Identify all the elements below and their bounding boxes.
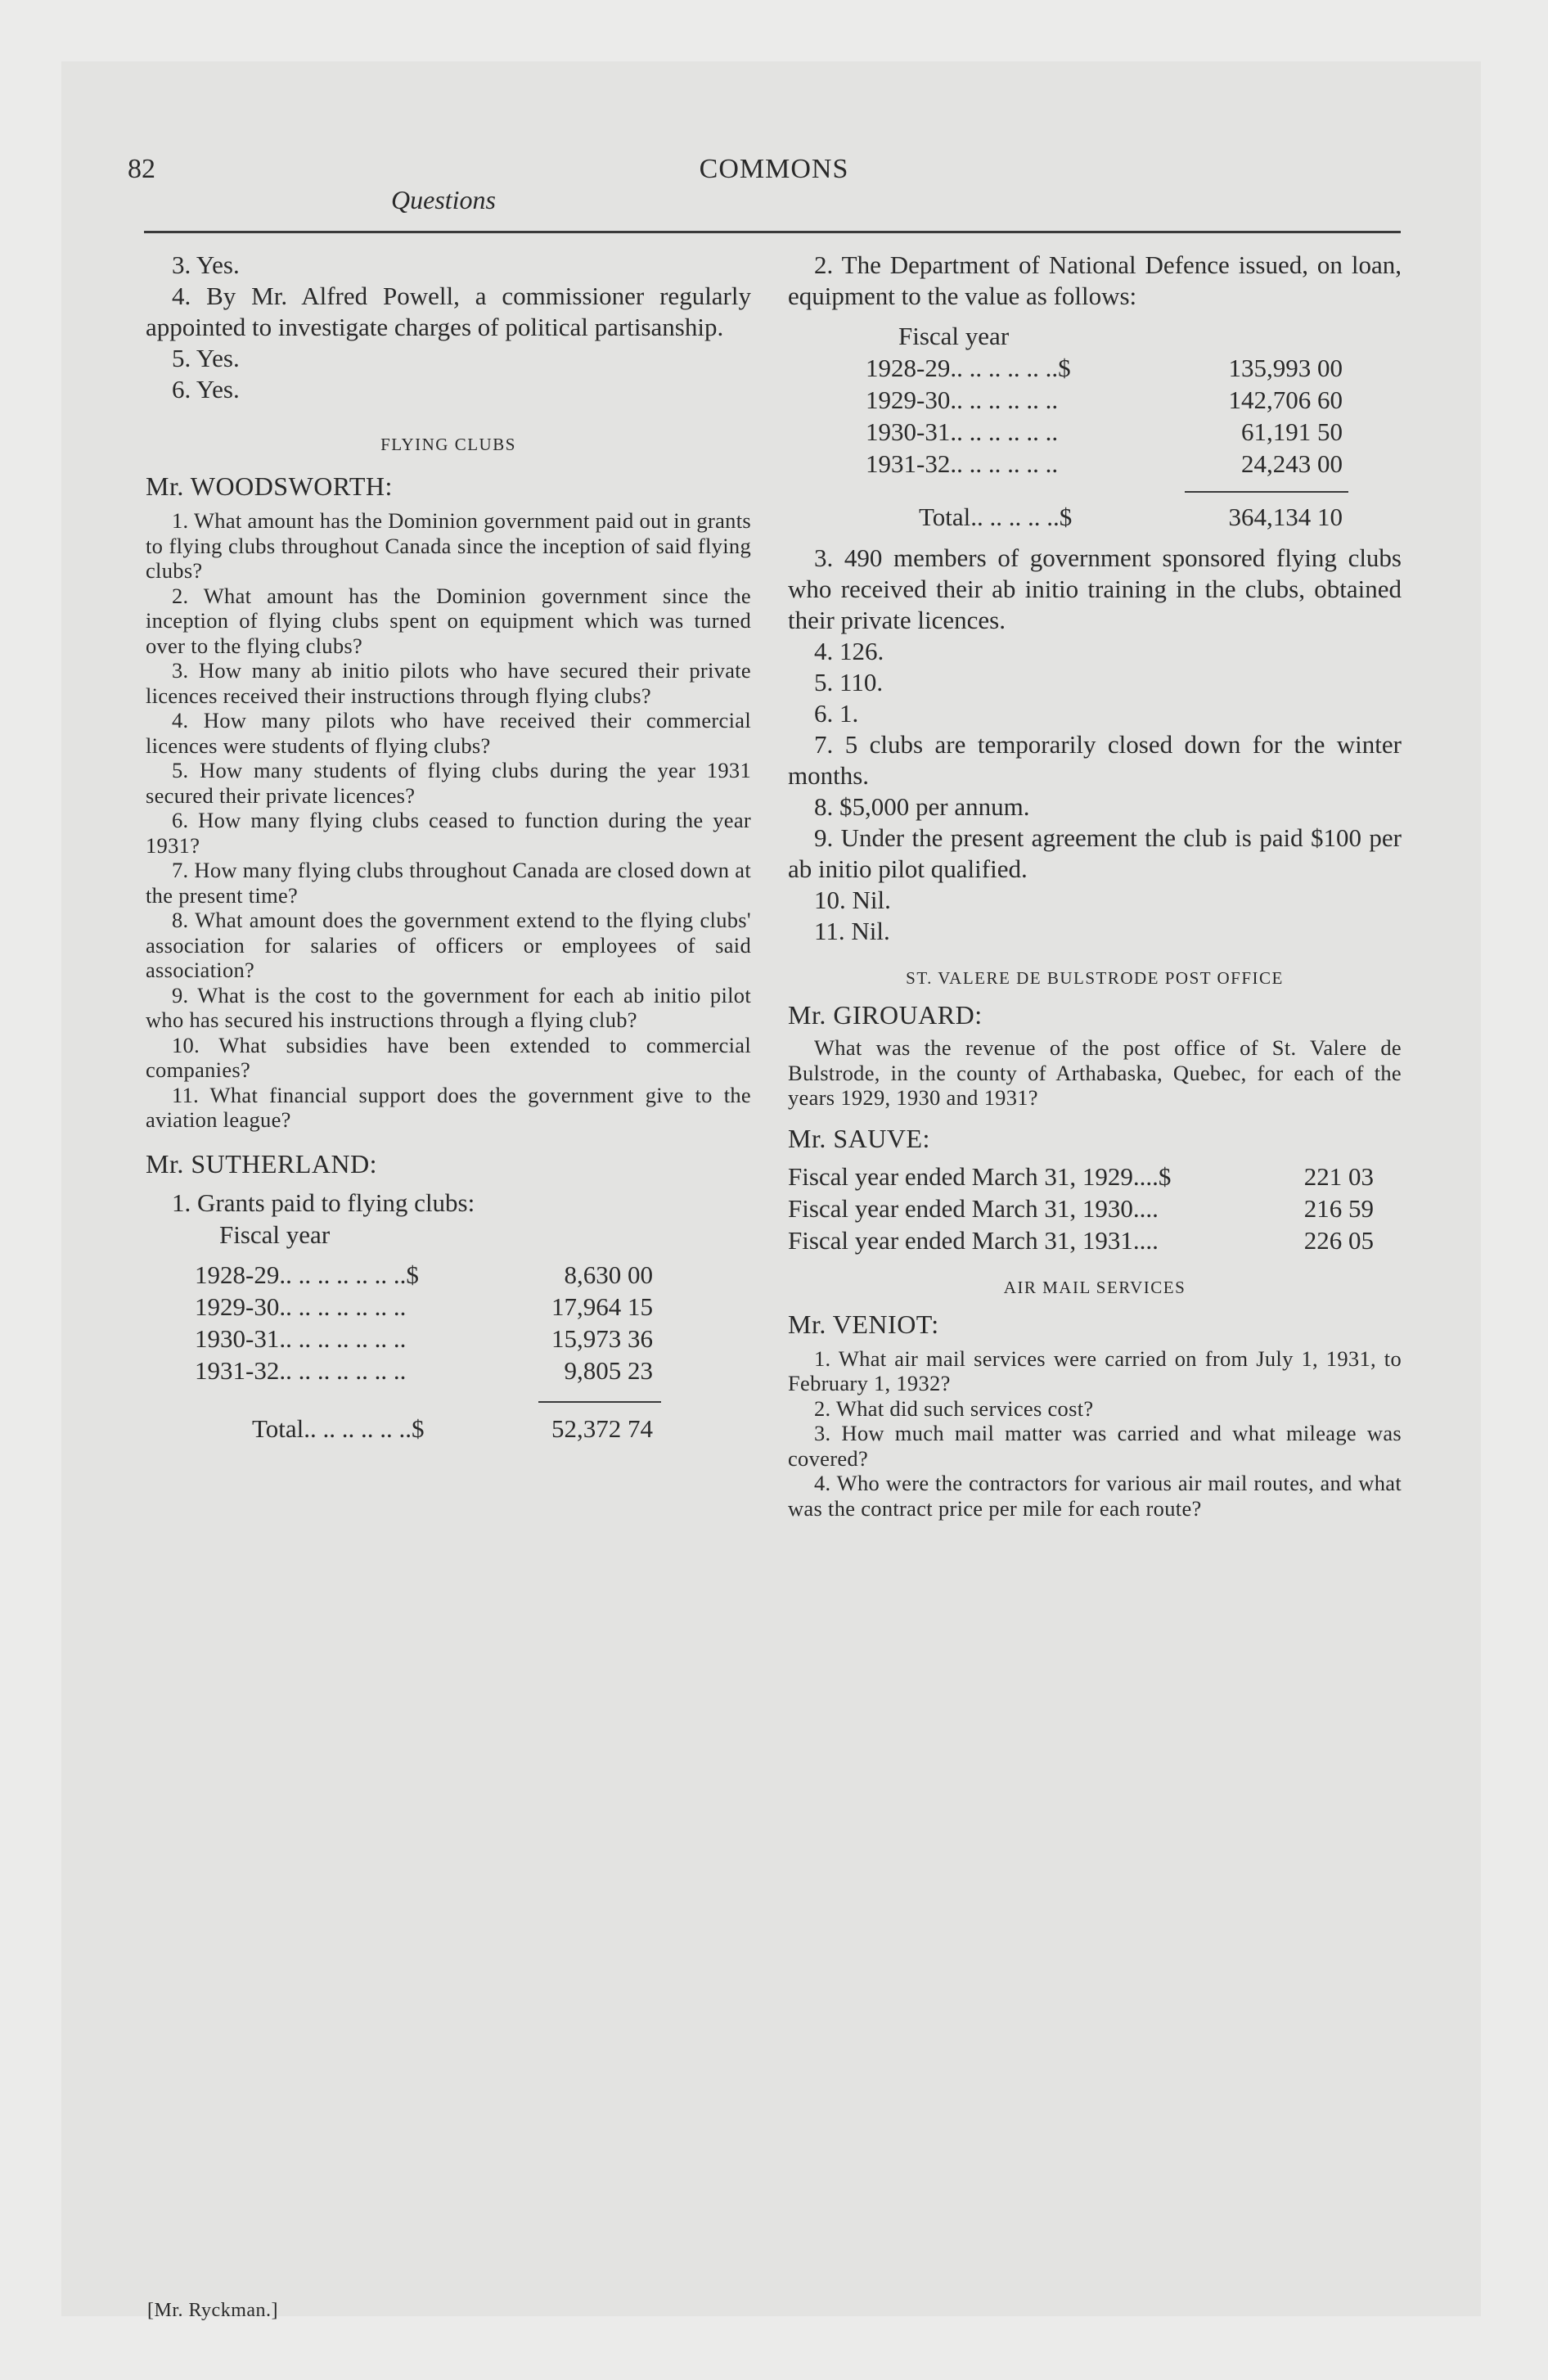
question-item: 5. How many students of flying clubs during the year 1931 secured their private licences? bbox=[146, 758, 751, 808]
answer: 5. 110. bbox=[814, 668, 884, 696]
year-cell: 1931-32 bbox=[866, 449, 951, 478]
table-row bbox=[195, 1355, 743, 1386]
question-item: 10. What subsidies have been extended to commercial companies? bbox=[146, 1032, 751, 1082]
year-cell: 1929-30 bbox=[195, 1291, 280, 1321]
equipment-table bbox=[866, 320, 1430, 533]
question-item: 3. How much mail matter was carried and what mileage was covered? bbox=[788, 1421, 1402, 1471]
question-item: 2. What did such services cost? bbox=[814, 1395, 1094, 1421]
leader-dots: .. .. .. .. .. .. .. bbox=[279, 1323, 407, 1353]
leader-dots: ....$ bbox=[1132, 1161, 1172, 1191]
answer: 11. Nil. bbox=[814, 917, 890, 945]
question-item: 8. What amount does the government extend to the flying clubs' association for salaries of officers or employees of said association? bbox=[146, 908, 751, 982]
total-amount: 364,134 10 bbox=[1228, 503, 1343, 531]
answer: 3. 490 members of government sponsored flying clubs who received their ab initio training in the clubs, obtained their private licences. bbox=[788, 543, 1402, 634]
grants-intro: 1. Grants paid to flying clubs: bbox=[172, 1188, 475, 1217]
answer: 6. Yes. bbox=[172, 375, 240, 403]
table-row bbox=[195, 1291, 743, 1323]
answer: 7. 5 clubs are temporarily closed down for the winter months. bbox=[788, 730, 1402, 790]
question-post-office: What was the revenue of the post office of St. Valere de Bulstrode, in the county of Arthabaska, Quebec, for each of the years 1929, 1930 and 1931? bbox=[788, 1035, 1402, 1110]
amount-cell: 9,805 23 bbox=[564, 1355, 653, 1385]
running-head: COMMONS bbox=[699, 154, 849, 184]
answer: 9. Under the present agreement the club is paid $100 per ab initio pilot qualified. bbox=[788, 823, 1402, 883]
answer: 4. 126. bbox=[814, 637, 884, 665]
revenue-label: Fiscal year ended March 31, 1931 bbox=[788, 1225, 1133, 1255]
year-cell: 1928-29 bbox=[195, 1260, 280, 1289]
total-rule bbox=[1185, 491, 1348, 493]
section-heading-post-office: ST. VALERE DE BULSTRODE POST OFFICE bbox=[906, 968, 1284, 988]
speaker-sauve: Mr. SAUVE: bbox=[788, 1123, 930, 1153]
right-column bbox=[788, 250, 1402, 1521]
revenue-amount: 221 03 bbox=[1303, 1161, 1374, 1191]
total-label: Total bbox=[919, 503, 971, 531]
total-amount: 52,372 74 bbox=[551, 1413, 653, 1443]
section-heading-flying-clubs: FLYING CLUBS bbox=[380, 435, 516, 454]
leader-dots: .... bbox=[1132, 1225, 1159, 1255]
amount-cell: 15,973 36 bbox=[551, 1323, 653, 1353]
page-number: 82 bbox=[128, 154, 155, 184]
speaker-sutherland: Mr. SUTHERLAND: bbox=[146, 1148, 378, 1179]
leader-dots: .. .. .. .. .. ..$ bbox=[950, 354, 1071, 382]
question-item: 7. How many flying clubs throughout Canada are closed down at the present time? bbox=[146, 858, 751, 908]
question-item: 6. How many flying clubs ceased to function during the year 1931? bbox=[146, 808, 751, 858]
revenue-list bbox=[788, 1161, 1402, 1256]
question-item: 9. What is the cost to the government for each ab initio pilot who has secured his instructions through a flying club? bbox=[146, 982, 751, 1032]
section-heading-air-mail: AIR MAIL SERVICES bbox=[1003, 1277, 1186, 1297]
table-row bbox=[195, 1323, 743, 1355]
table-caption bbox=[195, 1219, 743, 1251]
leader-dots: .. .. .. .. .. ..$ bbox=[304, 1413, 425, 1443]
question-item: 4. Who were the contractors for various air mail routes, and what was the contract price per mile for each route? bbox=[788, 1471, 1402, 1521]
total-row bbox=[195, 1413, 743, 1445]
year-cell: 1930-31 bbox=[195, 1323, 280, 1353]
answer: 4. By Mr. Alfred Powell, a commissioner regularly appointed to investigate charges of political partisanship. bbox=[146, 282, 751, 341]
left-column bbox=[146, 250, 751, 1445]
answer: 6. 1. bbox=[814, 699, 859, 728]
amount-cell: 142,706 60 bbox=[1228, 385, 1343, 414]
table-caption bbox=[866, 320, 1430, 352]
speaker-woodsworth: Mr. WOODSWORTH: bbox=[146, 471, 393, 501]
question-item: 1. What air mail services were carried on from July 1, 1931, to February 1, 1932? bbox=[788, 1346, 1402, 1395]
question-list bbox=[146, 508, 751, 1133]
amount-cell: 135,993 00 bbox=[1228, 354, 1343, 382]
year-cell: 1930-31 bbox=[866, 417, 951, 446]
revenue-row bbox=[788, 1224, 1402, 1256]
total-rule bbox=[538, 1401, 661, 1403]
revenue-amount: 226 05 bbox=[1303, 1225, 1374, 1255]
question-item: 3. How many ab initio pilots who have secured their private licences received their instructions through flying clubs? bbox=[146, 658, 751, 708]
leader-dots: .... bbox=[1132, 1193, 1159, 1223]
question-item: 11. What financial support does the government give to the aviation league? bbox=[146, 1082, 751, 1132]
total-row bbox=[866, 501, 1430, 533]
grants-table bbox=[195, 1219, 743, 1445]
question-item: 4. How many pilots who have received their commercial licences were students of flying clubs? bbox=[146, 708, 751, 758]
leader-dots: .. .. .. .. .. .. .. bbox=[279, 1355, 407, 1385]
header-rule bbox=[144, 231, 1401, 233]
caption-text: Fiscal year bbox=[898, 322, 1010, 350]
leader-dots: .. .. .. .. ..$ bbox=[970, 503, 1073, 531]
table-row bbox=[866, 416, 1430, 448]
speaker-veniot: Mr. VENIOT: bbox=[788, 1309, 939, 1339]
answer: 3. Yes. bbox=[172, 250, 240, 279]
revenue-row bbox=[788, 1192, 1402, 1224]
table-row bbox=[866, 352, 1430, 384]
table-row bbox=[195, 1259, 743, 1291]
amount-cell: 8,630 00 bbox=[564, 1260, 653, 1289]
answer: 10. Nil. bbox=[814, 886, 891, 914]
leader-dots: .. .. .. .. .. .. bbox=[950, 449, 1059, 478]
question-item: 1. What amount has the Dominion government paid out in grants to flying clubs throughout Canada since the inception of said flying clubs? bbox=[146, 508, 751, 583]
amount-cell: 17,964 15 bbox=[551, 1291, 653, 1321]
year-cell: 1928-29 bbox=[866, 354, 951, 382]
answer: 5. Yes. bbox=[172, 344, 240, 372]
answer-equipment: 2. The Department of National Defence issued, on loan, equipment to the value as follows: bbox=[788, 250, 1402, 310]
leader-dots: .. .. .. .. .. .. ..$ bbox=[279, 1260, 419, 1289]
section-title: Questions bbox=[391, 185, 496, 214]
table-row bbox=[866, 384, 1430, 416]
answer: 8. $5,000 per annum. bbox=[814, 792, 1030, 821]
speaker-girouard: Mr. GIROUARD: bbox=[788, 1000, 983, 1030]
amount-cell: 24,243 00 bbox=[1241, 449, 1343, 478]
revenue-label: Fiscal year ended March 31, 1929 bbox=[788, 1161, 1133, 1191]
leader-dots: .. .. .. .. .. .. bbox=[950, 385, 1059, 414]
footer-attribution: [Mr. Ryckman.] bbox=[147, 2300, 279, 2321]
year-cell: 1929-30 bbox=[866, 385, 951, 414]
table-row bbox=[866, 448, 1430, 480]
air-mail-question-list bbox=[788, 1346, 1402, 1521]
leader-dots: .. .. .. .. .. .. .. bbox=[279, 1291, 407, 1321]
revenue-label: Fiscal year ended March 31, 1930 bbox=[788, 1193, 1133, 1223]
total-label: Total bbox=[252, 1413, 304, 1443]
year-cell: 1931-32 bbox=[195, 1355, 280, 1385]
revenue-amount: 216 59 bbox=[1303, 1193, 1374, 1223]
caption-text: Fiscal year bbox=[219, 1219, 331, 1249]
revenue-row bbox=[788, 1161, 1402, 1192]
question-item: 2. What amount has the Dominion government since the inception of flying clubs spent on equipment which was turned over to the flying clubs? bbox=[146, 583, 751, 658]
leader-dots: .. .. .. .. .. .. bbox=[950, 417, 1059, 446]
amount-cell: 61,191 50 bbox=[1241, 417, 1343, 446]
answer-list bbox=[788, 543, 1402, 947]
